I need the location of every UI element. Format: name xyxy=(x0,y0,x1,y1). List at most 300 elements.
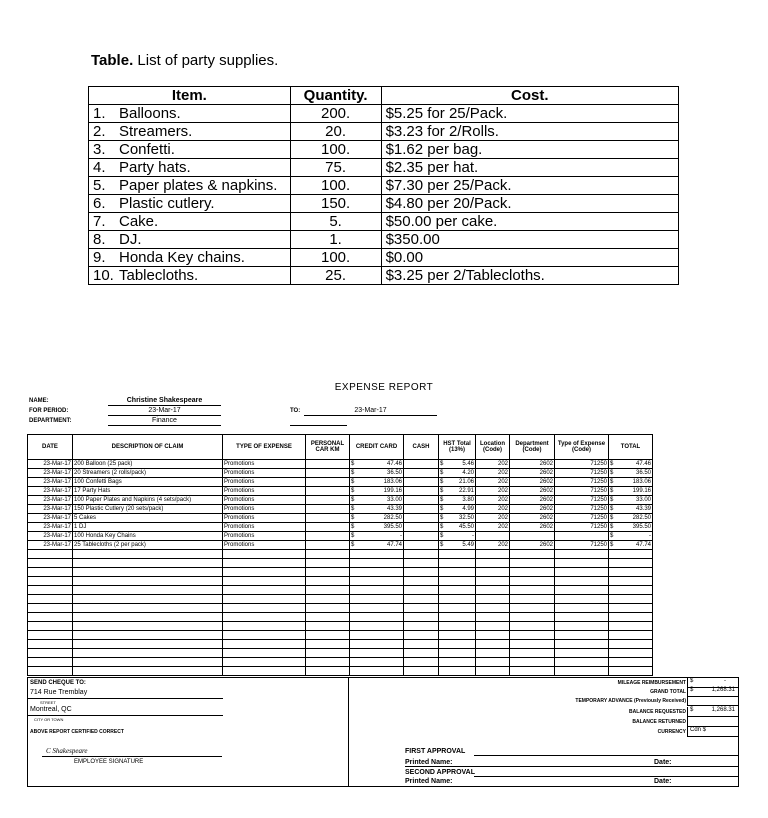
expense-empty-cell xyxy=(404,595,439,604)
expense-empty-cell xyxy=(404,586,439,595)
expense-empty-row xyxy=(28,568,653,577)
expense-empty-cell xyxy=(609,595,653,604)
expense-empty-cell xyxy=(350,622,404,631)
expense-empty-cell xyxy=(73,667,223,676)
expense-empty-cell xyxy=(223,550,306,559)
supply-item xyxy=(89,123,291,141)
expense-empty-row xyxy=(28,640,653,649)
supply-item xyxy=(89,141,291,159)
expense-empty-cell xyxy=(306,649,350,658)
supply-item-name: Party hats. xyxy=(119,159,191,176)
expense-empty-cell xyxy=(28,667,73,676)
expense-cash xyxy=(404,487,439,496)
expense-empty-cell xyxy=(555,658,609,667)
temp-advance-label: TEMPORARY ADVANCE (Previously Received) xyxy=(575,698,686,704)
expense-empty-cell xyxy=(306,577,350,586)
expense-empty-row xyxy=(28,622,653,631)
signature-line xyxy=(42,756,222,757)
expense-cash xyxy=(404,460,439,469)
expense-empty-cell xyxy=(350,667,404,676)
supply-item xyxy=(89,159,291,177)
expense-empty-cell xyxy=(73,613,223,622)
expense-credit-card: $ 36.50 xyxy=(351,470,402,476)
supply-cost: $2.35 per hat. xyxy=(381,159,678,177)
expense-credit-card: $ 282.50 xyxy=(351,515,402,521)
expense-empty-cell xyxy=(439,613,476,622)
expense-date: 23-Mar-17 xyxy=(28,478,73,487)
expense-cash xyxy=(404,523,439,532)
expense-type-code: 71250 xyxy=(555,505,609,514)
street-label: STREET xyxy=(40,700,56,705)
expense-empty-cell xyxy=(510,586,555,595)
expense-type: Promotions xyxy=(223,514,306,523)
expense-dept xyxy=(510,532,555,541)
supply-cost: $1.62 per bag. xyxy=(381,141,678,159)
expense-empty-cell xyxy=(73,559,223,568)
expense-column-header: PERSONAL CAR KM xyxy=(306,435,350,460)
expense-empty-cell xyxy=(350,577,404,586)
expense-car-km xyxy=(306,487,350,496)
expense-location: 202 xyxy=(476,541,510,550)
expense-empty-cell xyxy=(306,595,350,604)
header-item: Item. xyxy=(89,87,291,105)
expense-type: Promotions xyxy=(223,532,306,541)
expense-empty-cell xyxy=(350,559,404,568)
supply-num: 10. xyxy=(93,267,114,284)
expense-description: 25 Tablecloths (2 per pack) xyxy=(73,541,223,550)
expense-dept: 2602 xyxy=(510,514,555,523)
printed-name-label-1: Printed Name: xyxy=(405,759,453,766)
expense-empty-cell xyxy=(476,649,510,658)
expense-row xyxy=(28,541,653,550)
expense-type-code: 71250 xyxy=(555,469,609,478)
expense-empty-cell xyxy=(306,613,350,622)
expense-empty-cell xyxy=(555,559,609,568)
expense-empty-cell xyxy=(306,640,350,649)
expense-empty-cell xyxy=(404,568,439,577)
expense-empty-cell xyxy=(439,577,476,586)
expense-location: 202 xyxy=(476,505,510,514)
expense-row xyxy=(28,469,653,478)
expense-type: Promotions xyxy=(223,505,306,514)
supply-qty: 25. xyxy=(290,267,381,285)
expense-empty-cell xyxy=(439,604,476,613)
header-quantity: Quantity. xyxy=(290,87,381,105)
balance-returned-label: BALANCE RETURNED xyxy=(632,719,686,725)
supply-item xyxy=(89,267,291,285)
expense-description: 20 Streamers (2 rolls/pack) xyxy=(73,469,223,478)
supply-num: 8. xyxy=(93,231,106,248)
expense-empty-cell xyxy=(439,667,476,676)
expense-credit-card: $ - xyxy=(351,533,402,539)
expense-type-code: 71250 xyxy=(555,541,609,550)
expense-location: 202 xyxy=(476,460,510,469)
expense-empty-cell xyxy=(510,640,555,649)
expense-credit-card: $ 183.06 xyxy=(351,479,402,485)
expense-column-header: CASH xyxy=(404,435,439,460)
expense-date: 23-Mar-17 xyxy=(28,487,73,496)
expense-total: $ 33.00 xyxy=(610,497,651,503)
expense-empty-cell xyxy=(555,568,609,577)
balance-returned-cell xyxy=(687,717,738,727)
currency-label: CURRENCY xyxy=(657,729,686,735)
expense-location: 202 xyxy=(476,496,510,505)
expense-empty-cell xyxy=(439,622,476,631)
expense-cash xyxy=(404,505,439,514)
expense-type: Promotions xyxy=(223,523,306,532)
expense-total: $ 395.50 xyxy=(610,524,651,530)
expense-empty-cell xyxy=(476,613,510,622)
expense-row xyxy=(28,523,653,532)
expense-empty-cell xyxy=(223,667,306,676)
expense-column-header: DATE xyxy=(28,435,73,460)
supply-qty: 150. xyxy=(290,195,381,213)
supply-item xyxy=(89,231,291,249)
first-approval-label: FIRST APPROVAL xyxy=(405,748,466,755)
expense-empty-cell xyxy=(350,595,404,604)
supply-item-name: DJ. xyxy=(119,231,142,248)
expense-car-km xyxy=(306,514,350,523)
currency-value: Cdn $ xyxy=(690,727,707,733)
expense-empty-cell xyxy=(223,622,306,631)
supply-num: 2. xyxy=(93,123,106,140)
supply-num: 1. xyxy=(93,105,106,122)
expense-column-header: Department (Code) xyxy=(510,435,555,460)
printed-name-label-2: Printed Name: xyxy=(405,778,453,785)
signature: C Shakespeare xyxy=(46,747,88,755)
expense-cash xyxy=(404,532,439,541)
expense-empty-cell xyxy=(439,640,476,649)
expense-type: Promotions xyxy=(223,478,306,487)
expense-empty-cell xyxy=(555,577,609,586)
expense-empty-cell xyxy=(306,586,350,595)
expense-type-code: 71250 xyxy=(555,487,609,496)
expense-empty-cell xyxy=(476,631,510,640)
expense-empty-cell xyxy=(510,550,555,559)
expense-credit-card: $ 47.74 xyxy=(351,542,402,548)
expense-column-header: CREDIT CARD xyxy=(350,435,404,460)
expense-empty-cell xyxy=(609,631,653,640)
mileage-cell: $ - xyxy=(687,678,738,688)
expense-hst: $ 4.99 xyxy=(440,506,474,512)
summary-box xyxy=(27,677,739,787)
expense-empty-cell xyxy=(404,631,439,640)
expense-empty-cell xyxy=(609,559,653,568)
expense-cash xyxy=(404,478,439,487)
department-value: Finance xyxy=(108,416,221,426)
expense-car-km xyxy=(306,505,350,514)
expense-empty-cell xyxy=(306,550,350,559)
supply-qty: 100. xyxy=(290,141,381,159)
expense-empty-cell xyxy=(73,568,223,577)
expense-empty-cell xyxy=(404,613,439,622)
expense-car-km xyxy=(306,460,350,469)
expense-empty-cell xyxy=(609,658,653,667)
expense-empty-cell xyxy=(350,640,404,649)
supplies-table xyxy=(88,86,679,285)
expense-row xyxy=(28,460,653,469)
expense-hst: $ 32.50 xyxy=(440,515,474,521)
expense-empty-cell xyxy=(555,622,609,631)
expense-empty-cell xyxy=(439,568,476,577)
expense-date: 23-Mar-17 xyxy=(28,541,73,550)
supply-item xyxy=(89,195,291,213)
expense-column-header: Location (Code) xyxy=(476,435,510,460)
expense-empty-cell xyxy=(306,631,350,640)
expense-car-km xyxy=(306,541,350,550)
expense-empty-cell xyxy=(223,613,306,622)
expense-dept: 2602 xyxy=(510,460,555,469)
expense-empty-cell xyxy=(510,577,555,586)
expense-column-header: DESCRIPTION OF CLAIM xyxy=(73,435,223,460)
supply-row xyxy=(89,231,679,249)
expense-credit-card: $ 33.00 xyxy=(351,497,402,503)
expense-date: 23-Mar-17 xyxy=(28,460,73,469)
expense-empty-cell xyxy=(73,622,223,631)
expense-empty-row xyxy=(28,613,653,622)
expense-empty-cell xyxy=(73,577,223,586)
expense-description: 150 Plastic Cutlery (20 sets/pack) xyxy=(73,505,223,514)
supply-item xyxy=(89,249,291,267)
expense-empty-cell xyxy=(350,649,404,658)
supply-cost: $3.25 per 2/Tablecloths. xyxy=(381,267,678,285)
expense-empty-cell xyxy=(28,649,73,658)
expense-empty-cell xyxy=(609,613,653,622)
expense-credit-card: $ 43.39 xyxy=(351,506,402,512)
supply-qty: 75. xyxy=(290,159,381,177)
expense-date: 23-Mar-17 xyxy=(28,496,73,505)
expense-empty-cell xyxy=(609,568,653,577)
expense-empty-cell xyxy=(223,658,306,667)
send-cheque-label: SEND CHEQUE TO: xyxy=(30,680,86,686)
expense-empty-cell xyxy=(404,559,439,568)
expense-empty-cell xyxy=(510,568,555,577)
expense-cash xyxy=(404,469,439,478)
expense-empty-row xyxy=(28,604,653,613)
expense-row xyxy=(28,532,653,541)
report-title: EXPENSE REPORT xyxy=(334,382,434,393)
city-value: Montreal, QC xyxy=(30,706,72,713)
expense-dept: 2602 xyxy=(510,496,555,505)
street-value: 714 Rue Tremblay xyxy=(30,689,88,696)
expense-car-km xyxy=(306,532,350,541)
expense-empty-cell xyxy=(476,622,510,631)
expense-empty-cell xyxy=(73,595,223,604)
department-label: DEPARTMENT: xyxy=(29,418,72,424)
expense-empty-cell xyxy=(439,631,476,640)
expense-empty-cell xyxy=(510,649,555,658)
expense-empty-cell xyxy=(306,568,350,577)
expense-empty-cell xyxy=(609,649,653,658)
balance-requested-label: BALANCE REQUESTED xyxy=(629,709,686,715)
expense-empty-cell xyxy=(439,559,476,568)
expense-empty-cell xyxy=(609,604,653,613)
expense-empty-cell xyxy=(476,559,510,568)
supply-num: 5. xyxy=(93,177,106,194)
expense-dept: 2602 xyxy=(510,505,555,514)
expense-empty-cell xyxy=(28,550,73,559)
supply-qty: 100. xyxy=(290,249,381,267)
expense-location: 202 xyxy=(476,487,510,496)
expense-description: 100 Confetti Bags xyxy=(73,478,223,487)
supply-cost: $3.23 for 2/Rolls. xyxy=(381,123,678,141)
certified-text: ABOVE REPORT CERTIFIED CORRECT xyxy=(30,729,124,735)
expense-empty-cell xyxy=(555,613,609,622)
expense-total: $ 36.50 xyxy=(610,470,651,476)
expense-empty-cell xyxy=(223,649,306,658)
expense-column-header: Type of Expense (Code) xyxy=(555,435,609,460)
caption-bold: Table. xyxy=(91,52,134,69)
expense-hst: $ 3.80 xyxy=(440,497,474,503)
supply-item-name: Confetti. xyxy=(119,141,175,158)
expense-empty-cell xyxy=(510,622,555,631)
expense-empty-cell xyxy=(28,622,73,631)
supply-row xyxy=(89,105,679,123)
expense-empty-cell xyxy=(404,604,439,613)
city-label: CITY OR TOWN xyxy=(34,717,64,722)
expense-empty-cell xyxy=(28,586,73,595)
expense-empty-cell xyxy=(73,586,223,595)
city-line xyxy=(28,715,223,716)
expense-empty-cell xyxy=(28,604,73,613)
expense-empty-cell xyxy=(223,595,306,604)
supply-cost: $50.00 per cake. xyxy=(381,213,678,231)
expense-empty-cell xyxy=(476,640,510,649)
expense-type: Promotions xyxy=(223,496,306,505)
expense-cash xyxy=(404,541,439,550)
first-approval-line xyxy=(474,755,738,756)
expense-date: 23-Mar-17 xyxy=(28,514,73,523)
supply-row xyxy=(89,159,679,177)
printed-name-line-1 xyxy=(405,766,738,767)
expense-total: $ 47.46 xyxy=(610,461,651,467)
expense-type-code: 71250 xyxy=(555,514,609,523)
expense-empty-cell xyxy=(73,550,223,559)
expense-type: Promotions xyxy=(223,487,306,496)
supply-qty: 5. xyxy=(290,213,381,231)
supply-qty: 100. xyxy=(290,177,381,195)
expense-empty-cell xyxy=(350,568,404,577)
expense-description: 17 Party Hats xyxy=(73,487,223,496)
supply-row xyxy=(89,267,679,285)
second-approval-label: SECOND APPROVAL xyxy=(405,769,476,776)
grand-total-cell: $ 1,268.31 xyxy=(687,687,738,697)
expense-empty-cell xyxy=(223,586,306,595)
expense-empty-cell xyxy=(306,658,350,667)
expense-empty-cell xyxy=(306,604,350,613)
expense-empty-cell xyxy=(439,649,476,658)
expense-empty-cell xyxy=(73,604,223,613)
expense-column-header: HST Total (13%) xyxy=(439,435,476,460)
currency-cell xyxy=(687,727,738,737)
expense-empty-cell xyxy=(28,631,73,640)
expense-empty-row xyxy=(28,586,653,595)
header-cost: Cost. xyxy=(381,87,678,105)
expense-empty-cell xyxy=(73,631,223,640)
expense-empty-cell xyxy=(510,613,555,622)
expense-empty-cell xyxy=(73,640,223,649)
supply-row xyxy=(89,177,679,195)
expense-description: 100 Honda Key Chains xyxy=(73,532,223,541)
expense-total: $ 183.06 xyxy=(610,479,651,485)
expense-empty-cell xyxy=(404,550,439,559)
expense-total: $ 47.74 xyxy=(610,542,651,548)
expense-empty-cell xyxy=(555,640,609,649)
expense-empty-cell xyxy=(439,550,476,559)
expense-location: 202 xyxy=(476,514,510,523)
expense-empty-cell xyxy=(350,604,404,613)
expense-empty-cell xyxy=(439,595,476,604)
supply-cost: $7.30 per 25/Pack. xyxy=(381,177,678,195)
second-approval-line xyxy=(474,776,738,777)
grand-total-label: GRAND TOTAL xyxy=(650,689,686,695)
expense-dept: 2602 xyxy=(510,487,555,496)
expense-hst: $ 5.46 xyxy=(440,461,474,467)
expense-empty-row xyxy=(28,559,653,568)
supply-num: 6. xyxy=(93,195,106,212)
expense-empty-cell xyxy=(555,604,609,613)
balance-requested-cell: $ 1,268.31 xyxy=(687,707,738,717)
expense-empty-cell xyxy=(350,631,404,640)
expense-car-km xyxy=(306,478,350,487)
supply-row xyxy=(89,123,679,141)
expense-empty-cell xyxy=(609,577,653,586)
expense-empty-cell xyxy=(439,586,476,595)
expense-empty-cell xyxy=(28,577,73,586)
expense-empty-cell xyxy=(404,622,439,631)
expense-hst: $ 21.06 xyxy=(440,479,474,485)
expense-column-header: TOTAL xyxy=(609,435,653,460)
expense-total: $ 43.39 xyxy=(610,506,651,512)
expense-empty-cell xyxy=(404,667,439,676)
grand-total-value: 1,268.31 xyxy=(711,687,735,693)
expense-empty-cell xyxy=(306,559,350,568)
expense-date: 23-Mar-17 xyxy=(28,523,73,532)
expense-type: Promotions xyxy=(223,469,306,478)
expense-total: $ 199.16 xyxy=(610,488,651,494)
expense-total: $ 282.50 xyxy=(610,515,651,521)
expense-empty-cell xyxy=(510,658,555,667)
supply-num: 3. xyxy=(93,141,106,158)
expense-empty-cell xyxy=(609,550,653,559)
expense-empty-cell xyxy=(223,559,306,568)
supply-item-name: Plastic cutlery. xyxy=(119,195,215,212)
expense-empty-cell xyxy=(73,649,223,658)
expense-row xyxy=(28,505,653,514)
street-line xyxy=(28,698,223,699)
expense-empty-cell xyxy=(555,649,609,658)
supply-row xyxy=(89,213,679,231)
expense-empty-cell xyxy=(555,586,609,595)
supply-cost: $0.00 xyxy=(381,249,678,267)
date-label-1: Date: xyxy=(654,759,672,766)
supply-cost: $5.25 for 25/Pack. xyxy=(381,105,678,123)
expense-empty-cell xyxy=(350,586,404,595)
supply-row xyxy=(89,249,679,267)
caption-text: List of party supplies. xyxy=(137,52,279,69)
expense-empty-cell xyxy=(28,595,73,604)
expense-location: 202 xyxy=(476,469,510,478)
expense-empty-cell xyxy=(404,640,439,649)
expense-empty-cell xyxy=(476,577,510,586)
expense-location: 202 xyxy=(476,523,510,532)
supply-item-name: Balloons. xyxy=(119,105,181,122)
expense-empty-cell xyxy=(609,667,653,676)
expense-row xyxy=(28,514,653,523)
supply-qty: 1. xyxy=(290,231,381,249)
period-value: 23-Mar-17 xyxy=(108,406,221,416)
supply-cost: $4.80 per 20/Pack. xyxy=(381,195,678,213)
